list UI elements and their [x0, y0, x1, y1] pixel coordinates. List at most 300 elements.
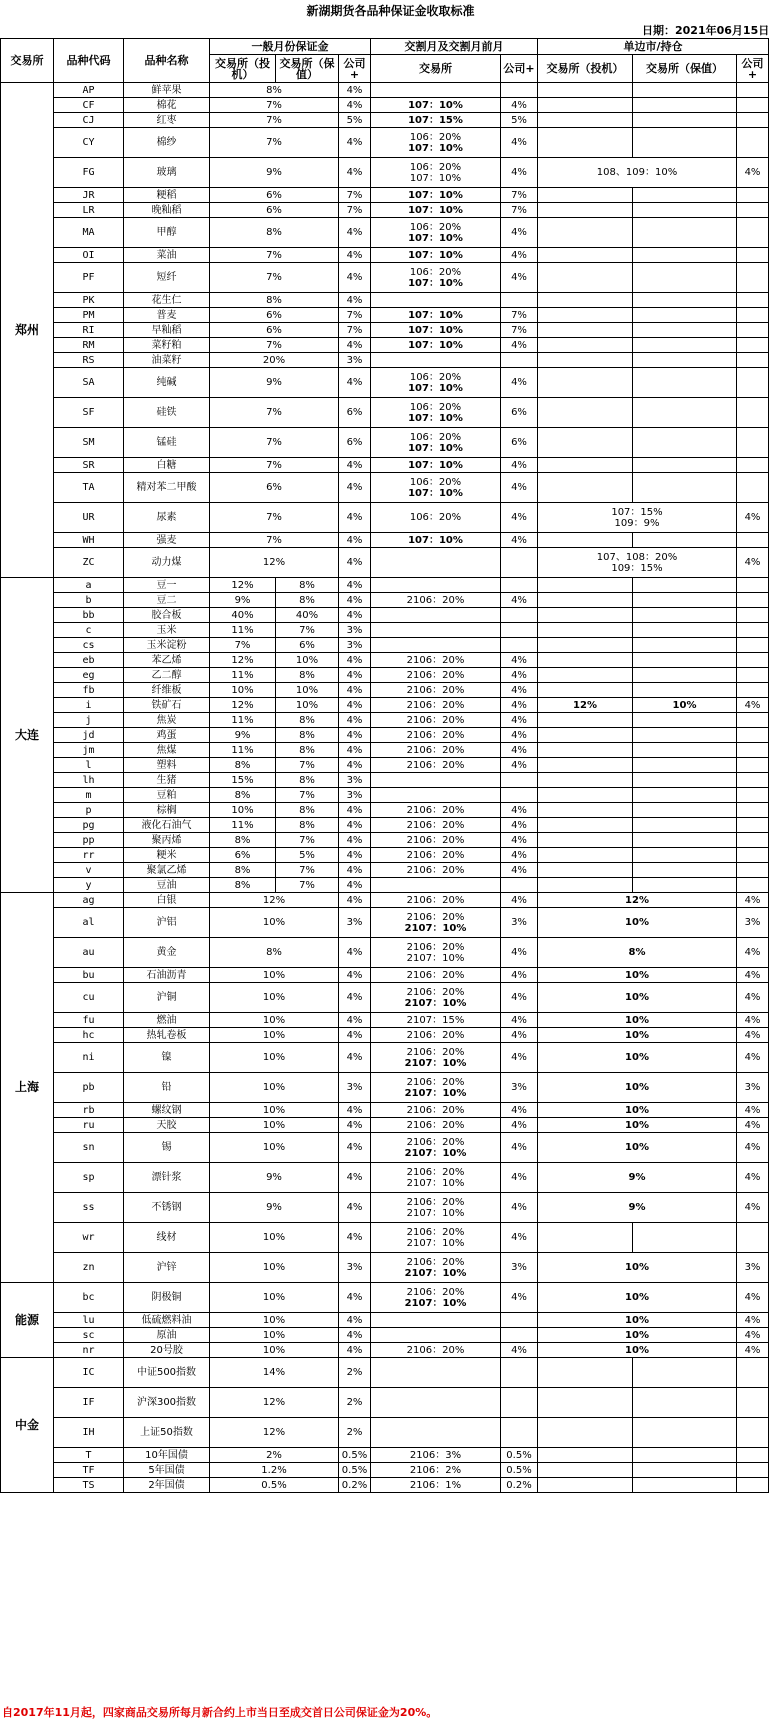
product-code: lh: [54, 773, 124, 788]
product-code: UR: [54, 503, 124, 533]
company-add: 4%: [339, 218, 371, 248]
general-margin-spec: 11%: [210, 743, 276, 758]
unilateral-spec: [538, 293, 633, 308]
unilateral-hedge: [633, 758, 737, 773]
table-row: [1, 308, 769, 323]
delivery-line: 106：20%: [409, 401, 462, 413]
unilateral-company: 4%: [737, 1133, 769, 1163]
product-name: 普麦: [124, 308, 210, 323]
general-margin: 8%: [210, 83, 339, 98]
delivery-line: 107：10%: [408, 324, 463, 336]
product-name: 线材: [124, 1223, 210, 1253]
product-code: MA: [54, 218, 124, 248]
table-row: [1, 893, 769, 908]
unilateral-hedge: [633, 668, 737, 683]
general-margin-hedge: 7%: [276, 788, 339, 803]
unilateral-spec: [538, 788, 633, 803]
general-margin-hedge: 7%: [276, 863, 339, 878]
company-add: 4%: [339, 968, 371, 983]
table-row: [1, 833, 769, 848]
general-margin-hedge: 8%: [276, 818, 339, 833]
table-row: [1, 1388, 769, 1418]
table-row: [1, 878, 769, 893]
delivery-line: 2107：10%: [406, 1207, 465, 1219]
general-margin: 7%: [210, 458, 339, 473]
product-code: pb: [54, 1073, 124, 1103]
delivery-line: 2106：20%: [406, 849, 465, 861]
product-name: 漂针浆: [124, 1163, 210, 1193]
product-name: 乙二醇: [124, 668, 210, 683]
unilateral-company: [737, 578, 769, 593]
delivery-line: 2106：20%: [406, 1104, 465, 1116]
delivery-company: [501, 293, 538, 308]
general-margin: 8%: [210, 938, 339, 968]
product-code: FG: [54, 158, 124, 188]
delivery-exchange: [371, 788, 501, 803]
delivery-company: 4%: [501, 1043, 538, 1073]
company-add: 4%: [339, 1193, 371, 1223]
table-row: [1, 1418, 769, 1448]
unilateral-hedge: [633, 308, 737, 323]
unilateral-company: 4%: [737, 503, 769, 533]
delivery-exchange: [371, 593, 501, 608]
table-row: [1, 503, 769, 533]
company-add: 3%: [339, 773, 371, 788]
product-code: zn: [54, 1253, 124, 1283]
unilateral-hedge: [633, 188, 737, 203]
product-name: 液化石油气: [124, 818, 210, 833]
general-margin: 7%: [210, 503, 339, 533]
product-name: 上证50指数: [124, 1418, 210, 1448]
delivery-line: 107：10%: [408, 142, 463, 154]
unilateral-spec: [538, 398, 633, 428]
general-margin-hedge: 5%: [276, 848, 339, 863]
delivery-company: [501, 83, 538, 98]
product-code: ni: [54, 1043, 124, 1073]
general-margin-spec: 11%: [210, 623, 276, 638]
unilateral-company: [737, 743, 769, 758]
delivery-line: 107：10%: [408, 189, 463, 201]
general-margin-hedge: 8%: [276, 743, 339, 758]
unilateral-company: 4%: [737, 1193, 769, 1223]
unilateral-hedge: [633, 218, 737, 248]
product-name: 胶合板: [124, 608, 210, 623]
product-name: 尿素: [124, 503, 210, 533]
unilateral-company: [737, 1223, 769, 1253]
delivery-line: 2107：10%: [406, 1177, 465, 1189]
unilateral-spec: [538, 1448, 633, 1463]
product-name: 沪铜: [124, 983, 210, 1013]
general-margin-spec: 12%: [210, 653, 276, 668]
delivery-exchange: [371, 698, 501, 713]
product-name: 焦炭: [124, 713, 210, 728]
delivery-exchange: [371, 128, 501, 158]
product-name: 晚籼稻: [124, 203, 210, 218]
delivery-company: [501, 1328, 538, 1343]
delivery-line: 2107：10%: [404, 1057, 467, 1069]
delivery-company: 4%: [501, 938, 538, 968]
unilateral-company: [737, 608, 769, 623]
unilateral-spec: [538, 113, 633, 128]
unilateral-exchange: 10%: [538, 1133, 737, 1163]
delivery-line: 2106：20%: [406, 1136, 465, 1148]
exchange-name: 大连: [1, 578, 54, 893]
delivery-exchange: [371, 188, 501, 203]
unilateral-exchange: 10%: [538, 1013, 737, 1028]
general-margin-hedge: 7%: [276, 758, 339, 773]
product-name: 油菜籽: [124, 353, 210, 368]
product-code: nr: [54, 1343, 124, 1358]
unilateral-spec: [538, 428, 633, 458]
delivery-company: 4%: [501, 743, 538, 758]
general-margin-hedge: 8%: [276, 578, 339, 593]
table-row: [1, 338, 769, 353]
delivery-line: 106：20%: [409, 512, 462, 523]
product-code: eb: [54, 653, 124, 668]
unilateral-spec: [538, 758, 633, 773]
general-margin: 9%: [210, 158, 339, 188]
delivery-line: 107：10%: [408, 339, 463, 351]
product-name: 沪深300指数: [124, 1388, 210, 1418]
company-add: 4%: [339, 1328, 371, 1343]
general-margin-hedge: 7%: [276, 878, 339, 893]
unilateral-company: [737, 98, 769, 113]
company-add: 4%: [339, 803, 371, 818]
product-code: SR: [54, 458, 124, 473]
company-add: 0.5%: [339, 1463, 371, 1478]
page-title: 新湖期货各品种保证金收取标准: [306, 4, 475, 18]
delivery-exchange: [371, 1283, 501, 1313]
table-row: [1, 353, 769, 368]
general-margin-spec: 9%: [210, 593, 276, 608]
delivery-exchange: [371, 743, 501, 758]
company-add: 7%: [339, 188, 371, 203]
unilateral-company: [737, 728, 769, 743]
delivery-line: 2106：20%: [406, 1046, 465, 1058]
delivery-line: 2106：20%: [406, 654, 465, 666]
unilateral-spec: [538, 593, 633, 608]
company-add: 4%: [339, 98, 371, 113]
company-add: 7%: [339, 203, 371, 218]
general-margin: 6%: [210, 323, 339, 338]
product-code: i: [54, 698, 124, 713]
delivery-line: 2106：1%: [409, 1479, 462, 1491]
table-row: [1, 248, 769, 263]
general-margin: 10%: [210, 1283, 339, 1313]
product-code: AP: [54, 83, 124, 98]
unilateral-hedge: [633, 728, 737, 743]
delivery-company: [501, 1358, 538, 1388]
general-margin-hedge: 8%: [276, 803, 339, 818]
product-code: m: [54, 788, 124, 803]
unilateral-exchange: 10%: [538, 1343, 737, 1358]
product-code: JR: [54, 188, 124, 203]
unilateral-hedge: [633, 428, 737, 458]
company-add: 4%: [339, 863, 371, 878]
general-margin: 10%: [210, 1133, 339, 1163]
delivery-company: [501, 788, 538, 803]
general-margin: 10%: [210, 1253, 339, 1283]
company-add: 4%: [339, 1283, 371, 1313]
company-add: 5%: [339, 113, 371, 128]
product-code: CY: [54, 128, 124, 158]
company-add: 4%: [339, 818, 371, 833]
product-code: pg: [54, 818, 124, 833]
unilateral-exchange: 10%: [538, 908, 737, 938]
delivery-exchange: [371, 158, 501, 188]
general-margin: 6%: [210, 188, 339, 203]
table-row: [1, 1118, 769, 1133]
unilateral-spec: [538, 653, 633, 668]
delivery-line: 2107：15%: [406, 1014, 465, 1026]
company-add: 4%: [339, 758, 371, 773]
unilateral-hedge: [633, 803, 737, 818]
delivery-company: 0.2%: [501, 1478, 538, 1493]
product-code: b: [54, 593, 124, 608]
delivery-exchange: [371, 728, 501, 743]
table-row: [1, 458, 769, 473]
product-code: au: [54, 938, 124, 968]
general-margin: 7%: [210, 128, 339, 158]
general-margin: 10%: [210, 1043, 339, 1073]
unilateral-exchange: 10%: [538, 968, 737, 983]
general-margin: 6%: [210, 308, 339, 323]
unilateral-spec: [538, 248, 633, 263]
unilateral-line: 108、109：10%: [596, 167, 678, 178]
unilateral-exchange: 8%: [538, 938, 737, 968]
delivery-line: 106：20%: [409, 221, 462, 233]
unilateral-hedge: [633, 1418, 737, 1448]
delivery-line: 2107：10%: [404, 922, 467, 934]
company-add: 4%: [339, 1223, 371, 1253]
report-date: 日期：2021年06月15日: [642, 24, 770, 37]
delivery-line: 2106：20%: [406, 1256, 465, 1268]
unilateral-line: 109：9%: [614, 517, 660, 529]
delivery-company: 7%: [501, 308, 538, 323]
company-add: 4%: [339, 158, 371, 188]
unilateral-exchange: 10%: [538, 1328, 737, 1343]
unilateral-spec: [538, 188, 633, 203]
unilateral-spec: [538, 308, 633, 323]
product-code: TA: [54, 473, 124, 503]
company-add: 3%: [339, 908, 371, 938]
unilateral-company: [737, 653, 769, 668]
unilateral-hedge: [633, 638, 737, 653]
delivery-company: 4%: [501, 218, 538, 248]
delivery-exchange: [371, 1343, 501, 1358]
unilateral-spec: [538, 668, 633, 683]
unilateral-spec: [538, 683, 633, 698]
product-name: 原油: [124, 1328, 210, 1343]
general-margin: 1.2%: [210, 1463, 339, 1478]
unilateral-spec: [538, 623, 633, 638]
unilateral-spec: [538, 458, 633, 473]
delivery-line: 107：15%: [408, 114, 463, 126]
delivery-exchange: [371, 1118, 501, 1133]
general-margin: 12%: [210, 548, 339, 578]
general-margin-spec: 6%: [210, 848, 276, 863]
product-name: 玻璃: [124, 158, 210, 188]
company-add: 4%: [339, 1343, 371, 1358]
product-name: 鲜苹果: [124, 83, 210, 98]
unilateral-spec: [538, 848, 633, 863]
unilateral-company: 4%: [737, 548, 769, 578]
delivery-exchange: [371, 1223, 501, 1253]
unilateral-company: [737, 713, 769, 728]
delivery-line: 2106：20%: [406, 941, 465, 953]
company-add: 4%: [339, 368, 371, 398]
delivery-exchange: [371, 578, 501, 593]
delivery-line: 2107：10%: [404, 1267, 467, 1279]
unilateral-spec: [538, 833, 633, 848]
general-margin-hedge: 8%: [276, 668, 339, 683]
delivery-company: 4%: [501, 1028, 538, 1043]
table-row: [1, 323, 769, 338]
product-name: 玉米淀粉: [124, 638, 210, 653]
delivery-exchange: [371, 218, 501, 248]
table-row: [1, 788, 769, 803]
company-add: 2%: [339, 1418, 371, 1448]
product-name: 塑料: [124, 758, 210, 773]
table-row: [1, 1223, 769, 1253]
unilateral-hedge: [633, 623, 737, 638]
general-margin: 8%: [210, 293, 339, 308]
unilateral-hedge: [633, 1223, 737, 1253]
table-row: [1, 83, 769, 98]
unilateral-company: 4%: [737, 158, 769, 188]
product-code: CJ: [54, 113, 124, 128]
product-code: sc: [54, 1328, 124, 1343]
unilateral-spec: [538, 1418, 633, 1448]
unilateral-spec: [538, 1223, 633, 1253]
delivery-line: 106：20%: [409, 266, 462, 278]
product-name: 苯乙烯: [124, 653, 210, 668]
delivery-company: 4%: [501, 473, 538, 503]
unilateral-company: [737, 338, 769, 353]
product-code: ru: [54, 1118, 124, 1133]
product-name: 棉花: [124, 98, 210, 113]
unilateral-exchange: 10%: [538, 1283, 737, 1313]
delivery-line: 2106：20%: [406, 819, 465, 831]
general-margin: 6%: [210, 473, 339, 503]
delivery-line: 2107：10%: [404, 1087, 467, 1099]
delivery-company: 4%: [501, 653, 538, 668]
unilateral-company: [737, 188, 769, 203]
unilateral-spec: [538, 878, 633, 893]
product-name: 纯碱: [124, 368, 210, 398]
table-row: [1, 368, 769, 398]
product-code: rb: [54, 1103, 124, 1118]
header-general-spec: 交易所（投机）: [210, 55, 276, 83]
unilateral-hedge: [633, 1448, 737, 1463]
delivery-line: 107：10%: [408, 249, 463, 261]
unilateral-hedge: [633, 1358, 737, 1388]
delivery-company: [501, 878, 538, 893]
unilateral-exchange: 9%: [538, 1163, 737, 1193]
unilateral-company: [737, 308, 769, 323]
unilateral-company: 4%: [737, 1328, 769, 1343]
delivery-company: 4%: [501, 503, 538, 533]
unilateral-spec: [538, 98, 633, 113]
product-code: wr: [54, 1223, 124, 1253]
company-add: 3%: [339, 788, 371, 803]
delivery-line: 2106：20%: [406, 1029, 465, 1041]
header-code: 品种代码: [54, 39, 124, 83]
table-row: [1, 1013, 769, 1028]
table-row: [1, 683, 769, 698]
unilateral-company: [737, 203, 769, 218]
company-add: 4%: [339, 593, 371, 608]
product-name: 生猪: [124, 773, 210, 788]
general-margin-spec: 8%: [210, 758, 276, 773]
delivery-company: 4%: [501, 893, 538, 908]
delivery-company: 4%: [501, 968, 538, 983]
company-add: 2%: [339, 1358, 371, 1388]
unilateral-spec: [538, 803, 633, 818]
unilateral-company: [737, 113, 769, 128]
delivery-exchange: [371, 368, 501, 398]
delivery-company: 4%: [501, 1103, 538, 1118]
unilateral-spec: [538, 1478, 633, 1493]
product-code: T: [54, 1448, 124, 1463]
product-name: 短纤: [124, 263, 210, 293]
product-code: ag: [54, 893, 124, 908]
delivery-company: 4%: [501, 1343, 538, 1358]
unilateral-spec: [538, 368, 633, 398]
general-margin-hedge: 7%: [276, 833, 339, 848]
table-row: [1, 1478, 769, 1493]
delivery-company: 4%: [501, 713, 538, 728]
delivery-line: 107：10%: [409, 172, 462, 184]
product-name: 菜油: [124, 248, 210, 263]
table-row: [1, 983, 769, 1013]
delivery-company: 4%: [501, 1013, 538, 1028]
general-margin: 10%: [210, 1118, 339, 1133]
unilateral-company: [737, 668, 769, 683]
delivery-exchange: [371, 863, 501, 878]
unilateral-spec: 12%: [538, 698, 633, 713]
unilateral-company: [737, 128, 769, 158]
company-add: 3%: [339, 623, 371, 638]
company-add: 4%: [339, 248, 371, 263]
general-margin-spec: 9%: [210, 728, 276, 743]
general-margin: 7%: [210, 113, 339, 128]
general-margin-spec: 8%: [210, 833, 276, 848]
product-code: hc: [54, 1028, 124, 1043]
unilateral-company: [737, 293, 769, 308]
unilateral-company: [737, 593, 769, 608]
delivery-exchange: [371, 848, 501, 863]
product-code: RI: [54, 323, 124, 338]
general-margin: 10%: [210, 1103, 339, 1118]
company-add: 4%: [339, 743, 371, 758]
product-code: l: [54, 758, 124, 773]
table-row: [1, 1463, 769, 1478]
delivery-company: 4%: [501, 728, 538, 743]
unilateral-hedge: [633, 878, 737, 893]
delivery-line: 107：10%: [408, 277, 463, 289]
company-add: 4%: [339, 1118, 371, 1133]
delivery-exchange: [371, 1448, 501, 1463]
delivery-company: 4%: [501, 758, 538, 773]
product-name: 黄金: [124, 938, 210, 968]
unilateral-exchange: 10%: [538, 1253, 737, 1283]
product-code: SA: [54, 368, 124, 398]
company-add: 4%: [339, 83, 371, 98]
company-add: 4%: [339, 293, 371, 308]
product-code: RS: [54, 353, 124, 368]
table-row: [1, 533, 769, 548]
